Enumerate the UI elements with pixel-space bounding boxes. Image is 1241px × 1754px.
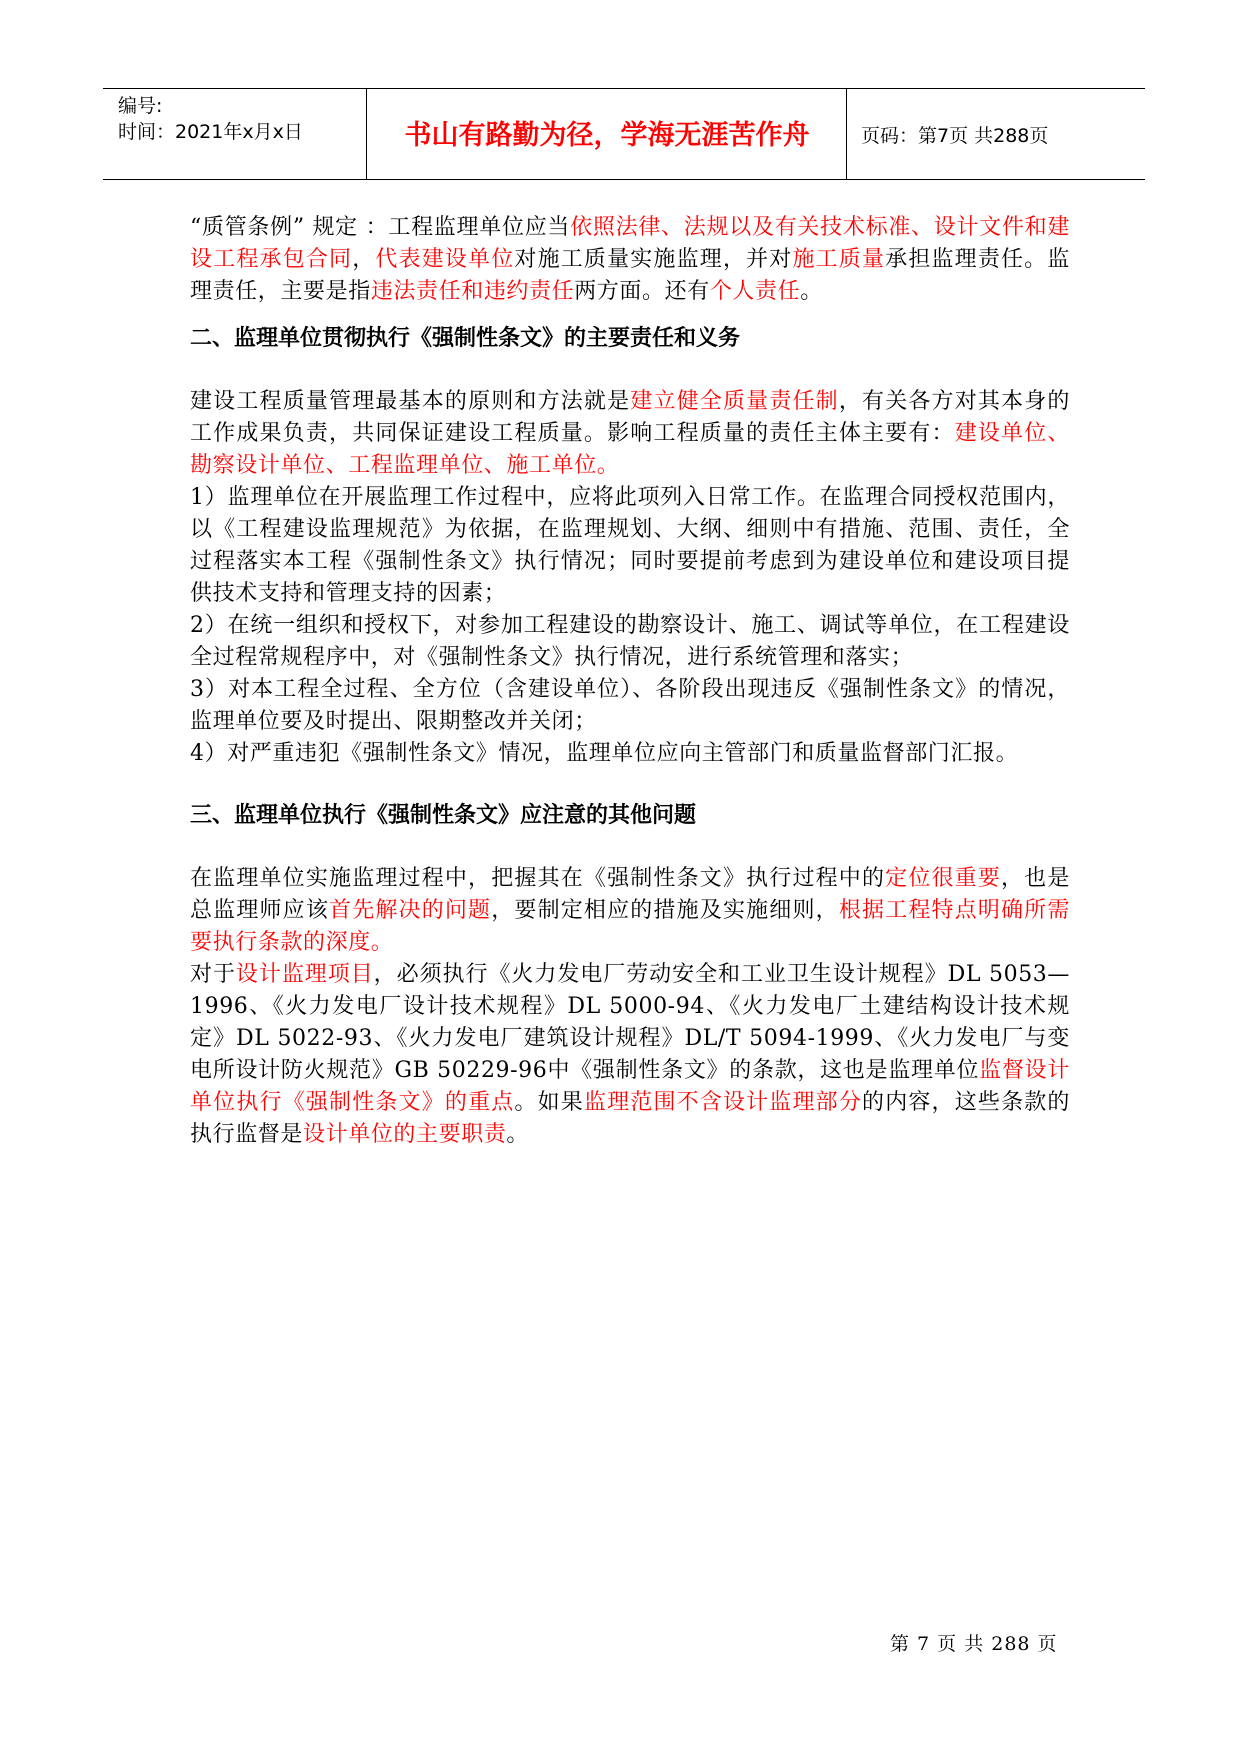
highlighted-text: 个人责任 (709, 279, 801, 304)
highlighted-text: 定位很重要 (885, 866, 1002, 891)
highlighted-text: 建设单位、勘察设计单位、工程监理单位、施工单位。 (190, 421, 1070, 478)
intro-paragraph (190, 212, 1070, 308)
page-header (103, 88, 1145, 180)
highlighted-text: 设计单位的主要职责 (303, 1122, 507, 1147)
header-page-number: 页码：第7页 共288页 (861, 125, 1049, 147)
document-body (190, 212, 1070, 1151)
highlighted-text: 监督设计单位执行《强制性条文》的重点 (190, 1058, 1070, 1115)
highlighted-text: 首先解决的问题 (329, 898, 492, 923)
text-run: “质管条例” 规定 ：工程监理单位应当 (190, 215, 571, 240)
list-item: 4）对严重违犯《强制性条文》情况，监理单位应向主管部门和质量监督部门汇报。 (190, 741, 1019, 766)
text-run: ，必须执行《火力发电厂劳动安全和工业卫生设计规程》DL 5053—1996、《火力发电厂设计技术规程》DL 5000-94、《火力发电厂土建结构设计技术规定》DL 5022-93、《火力发电厂建筑设计规程》DL/T 5094-1999、《火力发电厂与变电所设计防火规范》GB 50229-96中《强制性条文》的条款，这也是监理单位 (190, 962, 1070, 1083)
text-run: 对施工质量实施监理，并对 (514, 247, 793, 272)
highlighted-text: 监理范围不含设计监理部分 (583, 1090, 863, 1115)
text-run: 承担监理责任。监理责任，主要是指 (190, 247, 1070, 304)
text-run: 建设工程质量管理最基本的原则和方法就是 (190, 389, 631, 414)
text-run: 。如果 (514, 1090, 584, 1115)
highlighted-text: 根据工程特点明确所需要执行条款的深度。 (190, 898, 1070, 955)
highlighted-text: 代表建设单位 (375, 247, 515, 272)
section3-paragraph-1 (190, 863, 1070, 959)
highlighted-text: 施工质量 (792, 247, 886, 272)
text-run: 对于 (190, 962, 236, 987)
header-divider-left (366, 89, 367, 179)
text-run: ， (352, 247, 376, 272)
text-run: ，要制定相应的措施及实施细则， (491, 898, 839, 923)
text-run: 的内容，这些条款的执行监督是 (190, 1090, 1071, 1147)
text-run: ，也是总监理师应该 (190, 866, 1070, 923)
text-run: 在监理单位实施监理过程中，把握其在《强制性条文》执行过程中的 (190, 866, 886, 891)
text-run: 两方面。还有 (574, 279, 710, 304)
text-run: ，有关各方对其本身的工作成果负责，共同保证建设工程质量。影响工程质量的责任主体主要有： (190, 389, 1070, 446)
section2-list (190, 482, 1070, 770)
highlighted-text: 依照法律、法规以及有关技术标准、设计文件和建设工程承包合同 (190, 215, 1070, 272)
serial-number-label: 编号: (118, 95, 163, 117)
text-run: 。 (800, 279, 823, 304)
section3-paragraph-2 (190, 959, 1070, 1151)
section-heading-3: 三、监理单位执行《强制性条文》应注意的其他问题 (190, 803, 697, 828)
list-item: 2）在统一组织和授权下，对参加工程建设的勘察设计、施工、调试等单位，在工程建设全过程常规程序中，对《强制性条文》执行情况，进行系统管理和落实； (190, 613, 1070, 670)
page-footer: 第 7 页 共 288 页 (890, 1633, 1058, 1655)
section2-intro-paragraph (190, 386, 1070, 482)
list-item: 1）监理单位在开展监理工作过程中，应将此项列入日常工作。在监理合同授权范围内，以《工程建设监理规范》为依据，在监理规划、大纲、细则中有措施、范围、责任，全过程落实本工程《强制性条文》执行情况；同时要提前考虑到为建设单位和建设项目提供技术支持和管理支持的因素； (190, 485, 1070, 606)
highlighted-text: 设计监理项目 (235, 962, 374, 987)
highlighted-text: 建立健全质量责任制 (630, 389, 839, 414)
time-label: 时间：2021年x月x日 (118, 121, 303, 143)
list-item: 3）对本工程全过程、全方位（含建设单位）、各阶段出现违反《强制性条文》的情况，监理单位要及时提出、限期整改并关闭； (190, 677, 1070, 734)
highlighted-text: 违法责任和违约责任 (370, 279, 575, 304)
header-motto: 书山有路勤为径，学海无涯苦作舟 (404, 120, 810, 151)
text-run: 。 (506, 1122, 530, 1147)
header-divider-right (846, 89, 847, 179)
section-heading-2: 二、监理单位贯彻执行《强制性条文》的主要责任和义务 (190, 326, 741, 351)
